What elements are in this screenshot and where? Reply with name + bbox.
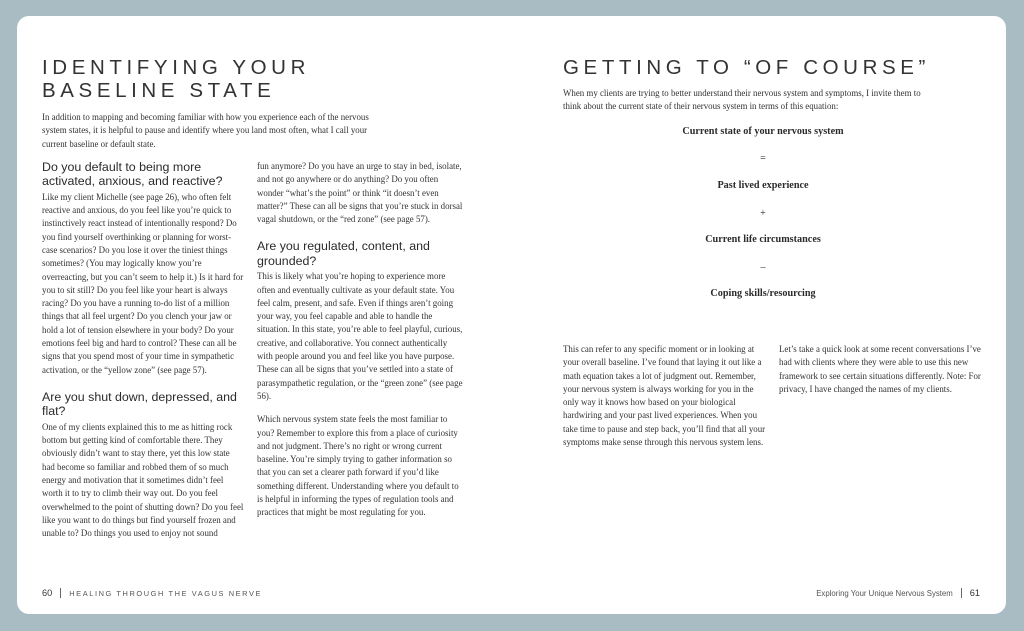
left-footer [42,588,262,598]
right-intro-paragraph: When my clients are trying to better understand their nervous system and symptoms, I invite them to think about the current state of their nervous system in terms of this equation: [563,88,921,112]
left-page-title [42,56,462,102]
page-number-left: 60 [42,588,53,598]
right-column-2: Let’s take a quick look at some recent conversations I’ve had with clients where they were able to use this new framework to see certain situations differently. Note: For privacy, I have changed the names of my clients. [779,344,981,394]
left-column-2 [257,160,465,520]
section-text-activated: Like my client Michelle (see page 26), who often felt reactive and anxious, do you feel like you’re quick to instinctively react instead of intentionally respond? Do you find yourself overthinking or planning for worst-case scenarios? Do you lose it over the tiniest things sometimes? (You may logically know you’re overreacting, but you can’t seem to help it.) Is it hard for you to sit still? Do you feel like your heart is always racing? Do you have a running to-do list of a million things that all feel urgent? Do you clench your jaw or hold a lot of tension elsewhere in your body? Do your emotions feel big and hard to control? These can all be signs that you spend most of your time in sympathetic activation, or the “yellow zone” (see page 57). [42,191,244,375]
page-number-right: 61 [969,588,980,598]
section-heading-activated: Do you default to being more activated, anxious, and reactive? [42,160,223,189]
equation-equals: = [760,153,766,164]
right-footer [816,588,980,598]
closing-paragraph: Which nervous system state feels the most familiar to you? Remember to explore this from a place of curiosity and not judgment. There’s no right or wrong current baseline. You’re simply trying to gather information so that you can set a clearer path forward if you’d like something different. Understanding where you default to is helpful in informing the types of regulation tools and practices that might be most regulating for you. [257,414,459,518]
equation-term-coping-skills: Coping skills/resourcing [710,288,816,299]
right-page [537,16,1006,614]
book-spread [17,16,1006,614]
left-intro-paragraph: In addition to mapping and becoming familiar with how you experience each of the nervous system states, it is helpful to pause and identify where you land most often, what I call your current baseline or default state. [42,112,369,149]
equation-term-life-circumstances: Current life circumstances [705,234,821,245]
section-text-shutdown: One of my clients explained this to me as hitting rock bottom but getting kind of comfortable there. They obviously didn’t want to stay there, yet this low state had become so familiar and robbed them of so much energy and motivation that it sometimes didn’t feel worth it to try to climb their way out. Do you feel overwhelmed to the point of shutting down? Do you feel like you want to do things but find yourself frozen and unable to? Do things you used to enjoy not sound [42,421,244,539]
right-page-title: GETTING TO “OF COURSE” [563,56,930,79]
footer-divider-right [961,588,962,598]
section-heading-shutdown: Are you shut down, depressed, and flat? [42,389,237,419]
running-head-left: HEALING THROUGH THE VAGUS NERVE [69,588,263,598]
section-heading-regulated: Are you regulated, content, and grounded? [257,239,430,268]
equation-plus: + [760,208,766,219]
section-text-regulated: This is likely what you’re hoping to experience more often and eventually cultivate as your default state. You feel calm, present, and safe. Even if things aren’t going your way, you feel capable and able to handle the situation. In this state, you’re able to feel playful, curious, creative, and collaborative. You connect authentically with people around you and feel like you have purpose. These can all be signs that you’ve settled into a state of parasympathetic regulation, or the “green zone” (see page 56). [257,271,463,401]
title-line-1: IDENTIFYING YOUR [42,56,310,79]
equation-minus: – [760,262,766,273]
equation-term-current-state: Current state of your nervous system [682,126,844,137]
left-column-1 [42,160,244,540]
title-line-2: BASELINE STATE [42,79,276,102]
footer-divider-left [60,588,61,598]
shutdown-continuation: fun anymore? Do you have an urge to stay in bed, isolate, and not go anywhere or do anything? Do you often wonder “what’s the point” or think “it doesn’t even matter?” These can all be signs that you’re stuck in dorsal vagal shutdown, or the “red zone” (see page 57). [257,161,463,225]
running-head-right: Exploring Your Unique Nervous System [816,588,953,598]
right-column-1: This can refer to any specific moment or in looking at your overall baseline. I’ve found that laying it out like a math equation takes a lot of judgment out. Remember, your nervous system is always working for you in the only way it knows how based on your biological hardwiring and your past lived experiences. When you take time to pause and step back, you’ll find that all your symptoms make sense through this nervous system lens. [563,344,766,448]
equation-term-past-experience: Past lived experience [717,180,809,191]
left-page [17,16,537,614]
